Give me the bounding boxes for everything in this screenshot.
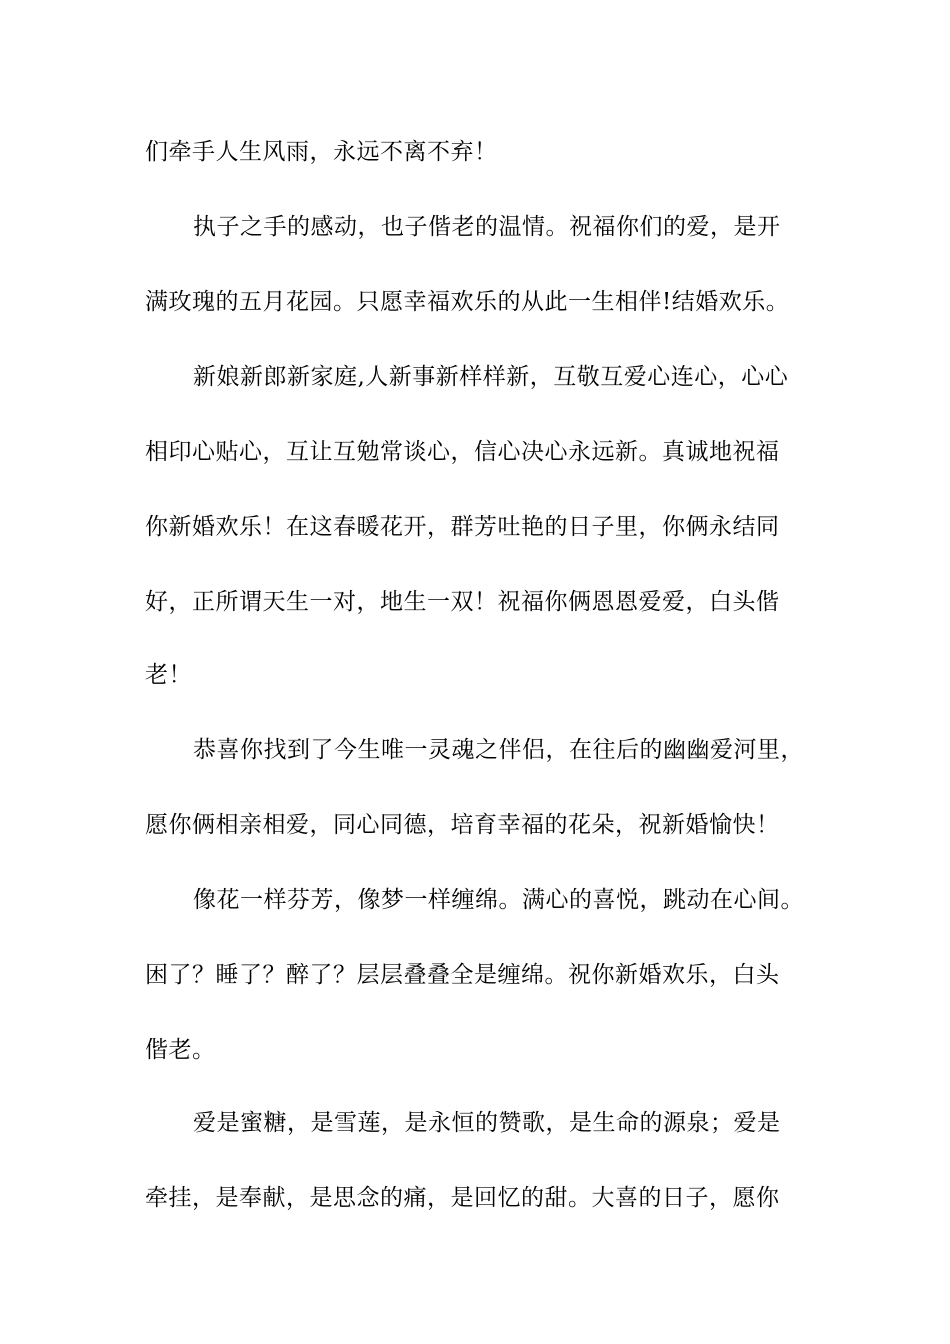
paragraph-first-line: 执子之手的感动，也子偕老的温情。祝福你们的爱，是开 — [193, 214, 781, 240]
paragraph-first-line: 爱是蜜糖，是雪莲，是永恒的赞歌，是生命的源泉；爱是 — [193, 1110, 781, 1136]
text-line: 满玫瑰的五月花园。只愿幸福欢乐的从此一生相伴!结婚欢乐。 — [145, 289, 790, 315]
text-line: 愿你俩相亲相爱，同心同德，培育幸福的花朵，祝新婚愉快！ — [145, 812, 780, 838]
text-line: 困了？睡了？醉了？层层叠叠全是缠绵。祝你新婚欢乐，白头 — [145, 962, 780, 988]
text-line: 相印心贴心，互让互勉常谈心，信心决心永远新。真诚地祝福 — [145, 439, 780, 465]
paragraph-first-line: 新娘新郎新家庭,人新事新样样新，互敬互爱心连心，心心 — [193, 364, 789, 390]
paragraph-first-line: 恭喜你找到了今生唯一灵魂之伴侣，在往后的幽幽爱河里， — [193, 737, 804, 763]
text-line: 好，正所谓天生一对，地生一双！祝福你俩恩恩爱爱，白头偕 — [145, 589, 780, 615]
text-line: 们牵手人生风雨，永远不离不弃！ — [145, 139, 498, 165]
text-line: 偕老。 — [145, 1037, 216, 1063]
paragraph-first-line: 像花一样芬芳，像梦一样缠绵。满心的喜悦，跳动在心间。 — [193, 887, 804, 913]
text-line: 牵挂，是奉献，是思念的痛，是回忆的甜。大喜的日子，愿你 — [145, 1185, 780, 1211]
text-line: 老！ — [145, 662, 192, 688]
text-line: 你新婚欢乐！在这春暖花开，群芳吐艳的日子里，你俩永结同 — [145, 514, 780, 540]
